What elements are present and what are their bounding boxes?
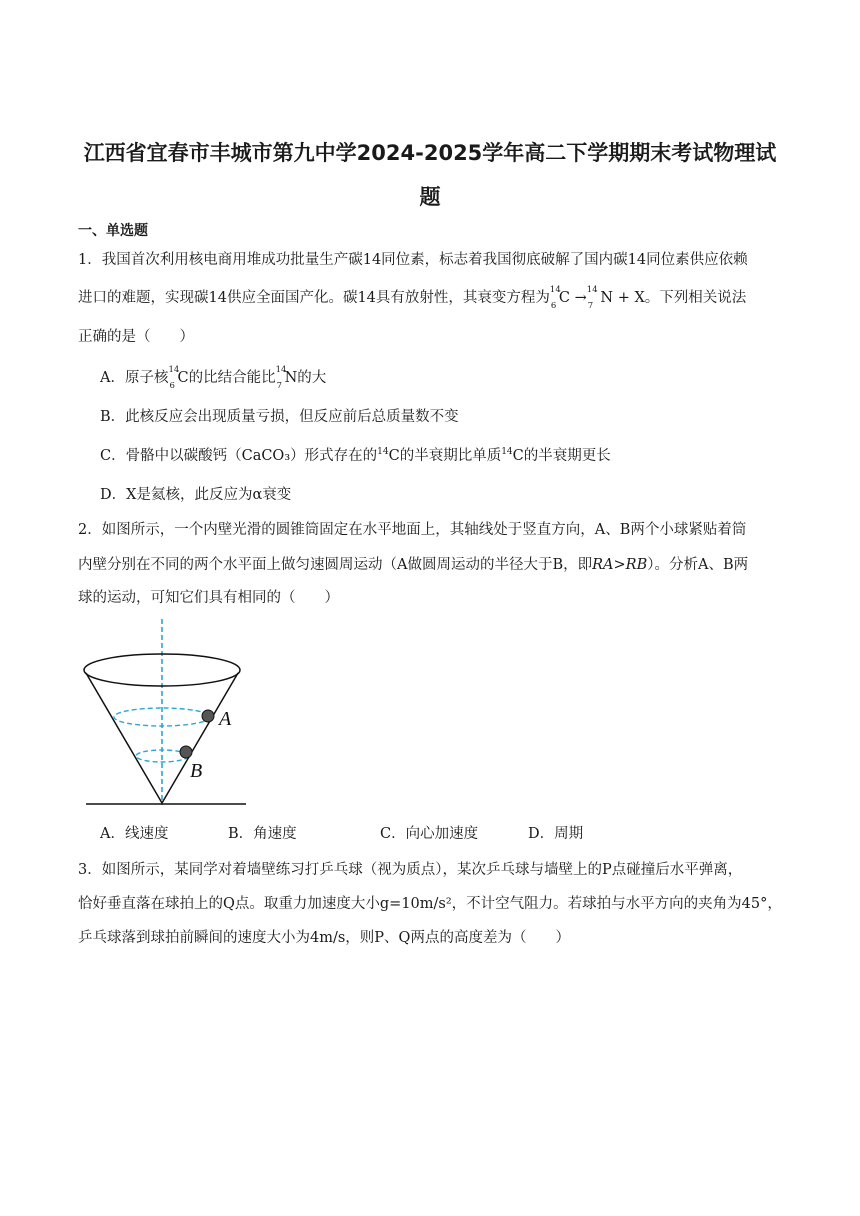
q2-option-b: B．角速度 bbox=[228, 826, 297, 842]
q1-line2: 进口的难题，实现碳14供应全面国产化。碳14具有放射性，其衰变方程为 14 6 C → 14 7 N + X。下列相关说法 bbox=[78, 285, 747, 311]
cone-left-side bbox=[86, 673, 162, 803]
q1-line3: 正确的是（ ） bbox=[78, 329, 194, 345]
q1-option-a: A．原子核 14 6 C的比结合能比 14 7 N的大 bbox=[100, 365, 327, 391]
q2-option-c: C．向心加速度 bbox=[380, 826, 479, 842]
q3-line2: 恰好垂直落在球拍上的Q点。取重力加速度大小g=10m/s²，不计空气阻力。若球拍与水平方向的夹角为45°， bbox=[78, 896, 782, 912]
q2-line1: 2．如图所示，一个内壁光滑的圆锥筒固定在水平地面上，其轴线处于竖直方向，A、B两个小球紧贴着筒 bbox=[78, 522, 747, 538]
q2-option-d: D．周期 bbox=[528, 826, 584, 842]
q1-line1: 1．我国首次利用核电商用堆成功批量生产碳14同位素，标志着我国彻底破解了国内碳14同位素供应依赖 bbox=[78, 252, 748, 268]
q1-option-b: B．此核反应会出现质量亏损，但反应前后总质量数不变 bbox=[100, 409, 459, 425]
q2-option-a: A．线速度 bbox=[100, 826, 169, 842]
section-heading: 一、单选题 bbox=[78, 223, 148, 239]
q1-option-c: C．骨骼中以碳酸钙（CaCO₃）形式存在的$^{14}$C的半衰期比单质$^{14}$C的半衰期更长 bbox=[100, 447, 611, 464]
document-title-line2: 题 bbox=[419, 185, 441, 209]
cone-figure bbox=[80, 615, 260, 815]
decay-equation: 14 6 C → 14 7 N + X bbox=[549, 285, 645, 311]
q3-line1: 3．如图所示，某同学对着墙壁练习打乒乓球（视为质点），某次乒乓球与墙壁上的P点碰撞后水平弹离， bbox=[78, 862, 743, 878]
q1-option-d: D．X是氦核，此反应为α衰变 bbox=[100, 487, 292, 503]
ball-a bbox=[202, 710, 214, 722]
q2-line2: 内壁分别在不同的两个水平面上做匀速圆周运动（A做圆周运动的半径大于B，即RA>RB）。分析A、B两 bbox=[78, 557, 749, 573]
document-title-line1: 江西省宜春市丰城市第九中学2024-2025学年高二下学期期末考试物理试 bbox=[83, 141, 777, 165]
label-b: B bbox=[190, 760, 203, 782]
q2-line3: 球的运动，可知它们具有相同的（ ） bbox=[78, 590, 339, 606]
label-a: A bbox=[219, 708, 232, 730]
cone-right-side bbox=[162, 673, 238, 803]
q3-line3: 乒乓球落到球拍前瞬间的速度大小为4m/s，则P、Q两点的高度差为（ ） bbox=[78, 930, 570, 946]
ball-b bbox=[180, 746, 192, 758]
